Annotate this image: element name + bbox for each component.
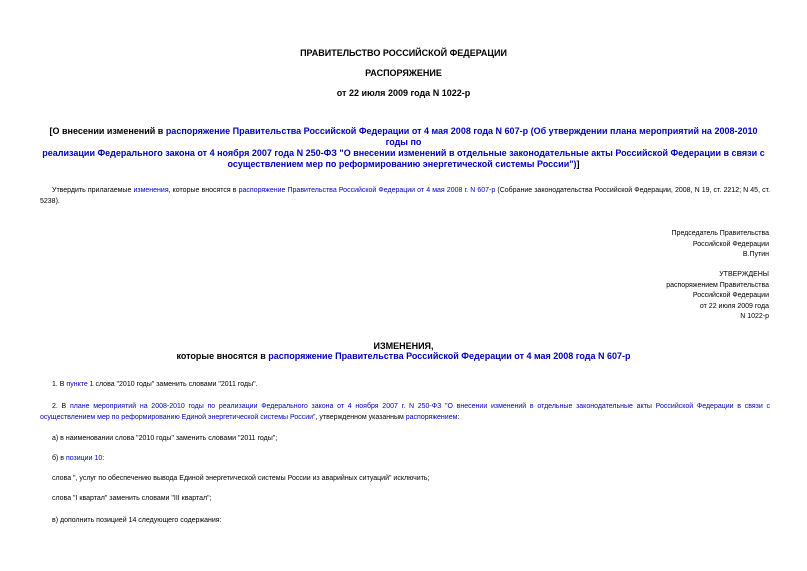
item-words-1 [40, 474, 770, 485]
title-text-start: [О внесении изменений в [49, 126, 166, 136]
item-2-text-mid: , утвержденном указанным [315, 413, 406, 421]
changes-subheading [0, 351, 807, 362]
main-text-2: , которые вносятся в [168, 187, 239, 194]
item-2-text: 2. В [52, 403, 70, 410]
item-2-text-end: : [457, 413, 460, 421]
title-link-250fz[interactable]: реализации Федерального закона от 4 ноября 2007 года N 250-ФЗ "О внесении изменений в отдельные законодательные акты Российской Федерации в связи с осуществлением мер по реформированию энергетической системы России") [42, 148, 765, 169]
link-point-1[interactable]: пункте 1 [66, 381, 94, 388]
document-title [40, 126, 767, 170]
link-decree-607r[interactable]: распоряжение Правительства Российской Федерации от 4 мая 2008 г. N 607-р [238, 187, 496, 194]
main-text-1: Утвердить прилагаемые [52, 187, 134, 194]
title-link-607r[interactable]: распоряжение Правительства Российской Федерации от 4 мая 2008 года N 607-р (Об утверждении плана мероприятий на 2008-2010 годы по [165, 126, 758, 147]
item-b [40, 454, 770, 465]
changes-link-607r[interactable]: распоряжение Правительства Российской Федерации от 4 мая 2008 года N 607-р [268, 351, 631, 361]
item-words-2-text: слова "I квартал" заменить словами "III квартал"; [52, 495, 212, 502]
approved-line: N 1022-р [740, 313, 769, 320]
approved-label: УТВЕРЖДЕНЫ [719, 271, 769, 278]
signature-name: В.Путин [742, 251, 769, 258]
item-b-text-end: : [102, 455, 105, 462]
main-text-3: (Собрание законодательства Российской Федерации, 2008, N 19, ст. 2212; N 45, ст. 5238). [40, 187, 770, 205]
document-type: РАСПОРЯЖЕНИЕ [365, 68, 442, 78]
item-1-text: 1. В [52, 381, 67, 388]
item-1-text-end: слова "2010 годы" заменить словами "2011 годы". [93, 381, 258, 388]
item-v [40, 516, 770, 527]
changes-subheading-text: которые вносятся в [176, 351, 269, 361]
document-date-number: от 22 июля 2009 года N 1022-р [336, 88, 471, 98]
approved-line: распоряжением Правительства [666, 281, 769, 289]
item-v-text: в) дополнить позицией 14 следующего содержания: [52, 517, 222, 524]
approved-block [666, 270, 769, 323]
link-plan[interactable]: плане мероприятий на 2008-2010 годы по реализации Федерального закона от 4 ноября 2007 г. N 250-ФЗ "О внесении изменений в отдельные законодательные акты Российской Федерации в связи с осуществлением мер по реформированию Единой энергетической системы России" [40, 403, 770, 421]
signature-line: Российской Федерации [692, 240, 769, 248]
signature-line: Председатель Правительства [671, 230, 769, 237]
item-2 [40, 402, 770, 423]
item-a-text: а) в наименовании слова "2010 годы" заменить словами "2011 годы"; [52, 435, 278, 442]
government-heading: ПРАВИТЕЛЬСТВО РОССИЙСКОЙ ФЕДЕРАЦИИ [300, 48, 507, 58]
link-position-10[interactable]: позиции 10 [65, 455, 103, 462]
item-words-2 [40, 494, 770, 505]
main-paragraph [40, 186, 770, 207]
item-1 [40, 380, 770, 391]
link-decree[interactable]: распоряжением [405, 413, 458, 421]
approved-line: от 22 июля 2009 года [699, 302, 769, 310]
item-a [40, 434, 770, 445]
title-text-end: ] [576, 159, 580, 169]
link-changes[interactable]: изменения [133, 187, 169, 194]
approved-line: Российской Федерации [692, 292, 769, 299]
item-words-1-text: слова ", услуг по обеспечению вывода Единой энергетической системы России из аварийных ситуаций" исключить; [52, 475, 430, 482]
item-b-text: б) в [52, 455, 66, 462]
changes-heading: ИЗМЕНЕНИЯ, [373, 341, 434, 351]
signature-block [672, 229, 769, 261]
